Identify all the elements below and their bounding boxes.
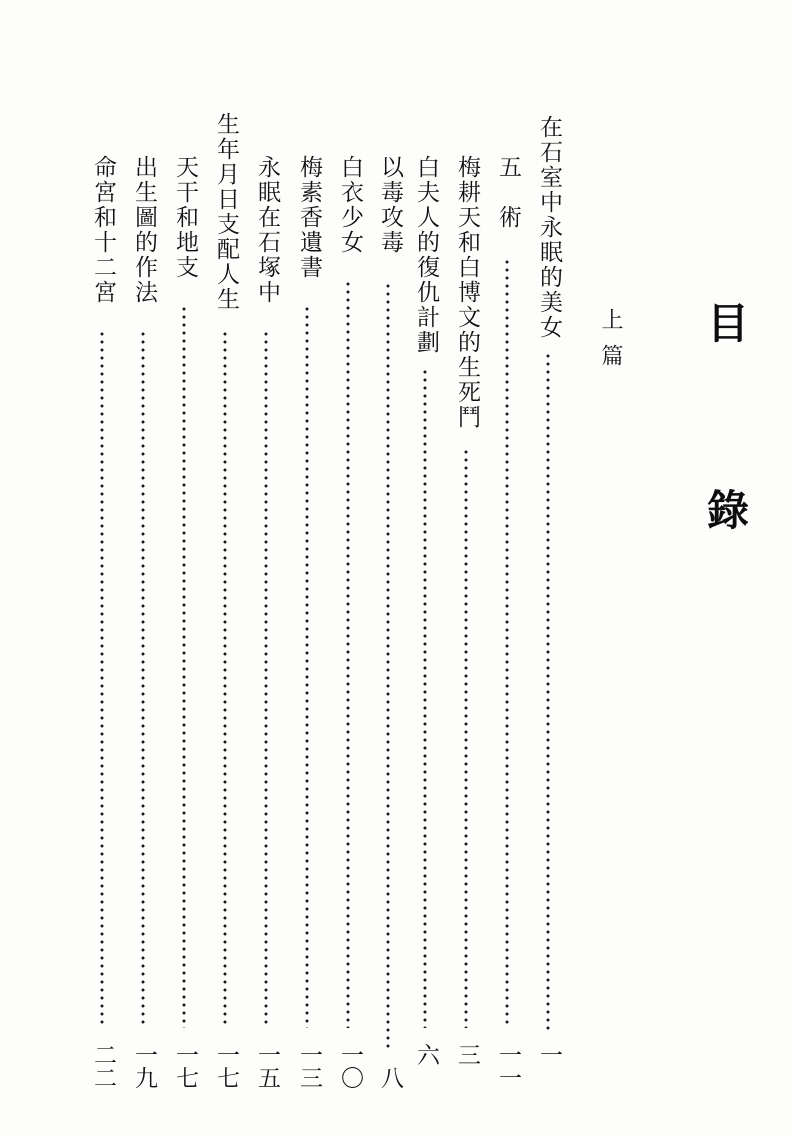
toc-entry-title[interactable]: 命宮和十二宮 — [90, 155, 116, 305]
toc-entry-title[interactable]: 梅素香遺書 — [296, 155, 322, 280]
toc-entry-title[interactable]: 梅耕天和白博文的生死鬥 — [454, 155, 480, 430]
leader-dots — [546, 352, 550, 1032]
toc-entry-page: 一一 — [495, 1043, 521, 1089]
toc-entry-title[interactable]: 天干和地支 — [172, 155, 198, 280]
toc-heading-char-2: 錄 — [706, 486, 749, 535]
toc-entry-title[interactable]: 出生圖的作法 — [131, 155, 157, 305]
toc-entry-page: 八 — [377, 1066, 403, 1089]
toc-entry-title[interactable]: 白夫人的復仇計劃 — [413, 155, 439, 355]
toc-entry-page: 六 — [413, 1043, 439, 1066]
leader-dots — [305, 305, 309, 1028]
leader-dots — [386, 282, 390, 1052]
toc-entry-page: 一五 — [254, 1043, 280, 1089]
toc-entry-title[interactable]: 以毒攻毒 — [377, 155, 403, 255]
leader-dots — [423, 368, 427, 1028]
leader-dots — [100, 330, 104, 1028]
toc-entry-page: 三 — [454, 1043, 480, 1066]
toc-entry-page: 一 — [536, 1043, 562, 1066]
toc-entry-page: 一三 — [296, 1043, 322, 1089]
toc-entry-page: 一九 — [131, 1043, 157, 1089]
leader-dots — [264, 330, 268, 1028]
leader-dots — [182, 305, 186, 1028]
leader-dots — [223, 330, 227, 1028]
leader-dots — [141, 330, 145, 1028]
leader-dots — [505, 258, 509, 1028]
toc-entry-title[interactable]: 五 術 — [495, 155, 521, 230]
leader-dots — [464, 448, 468, 1028]
toc-entry-title[interactable]: 生年月日支配人生 — [213, 112, 239, 312]
toc-entry-title[interactable]: 永眠在石塚中 — [254, 155, 280, 305]
toc-entry-title[interactable]: 白衣少女 — [337, 155, 363, 255]
toc-entry-page: 二二 — [90, 1043, 116, 1089]
toc-entry-page: 一〇 — [337, 1043, 363, 1089]
toc-heading-char-1: 目 — [706, 299, 749, 348]
leader-dots — [346, 280, 350, 1028]
section-label: 上篇 — [598, 308, 623, 380]
toc-entry-page: 一七 — [172, 1043, 198, 1089]
toc-entry-page: 一七 — [213, 1043, 239, 1089]
toc-entry-title[interactable]: 在石室中永眠的美女 — [536, 115, 562, 340]
